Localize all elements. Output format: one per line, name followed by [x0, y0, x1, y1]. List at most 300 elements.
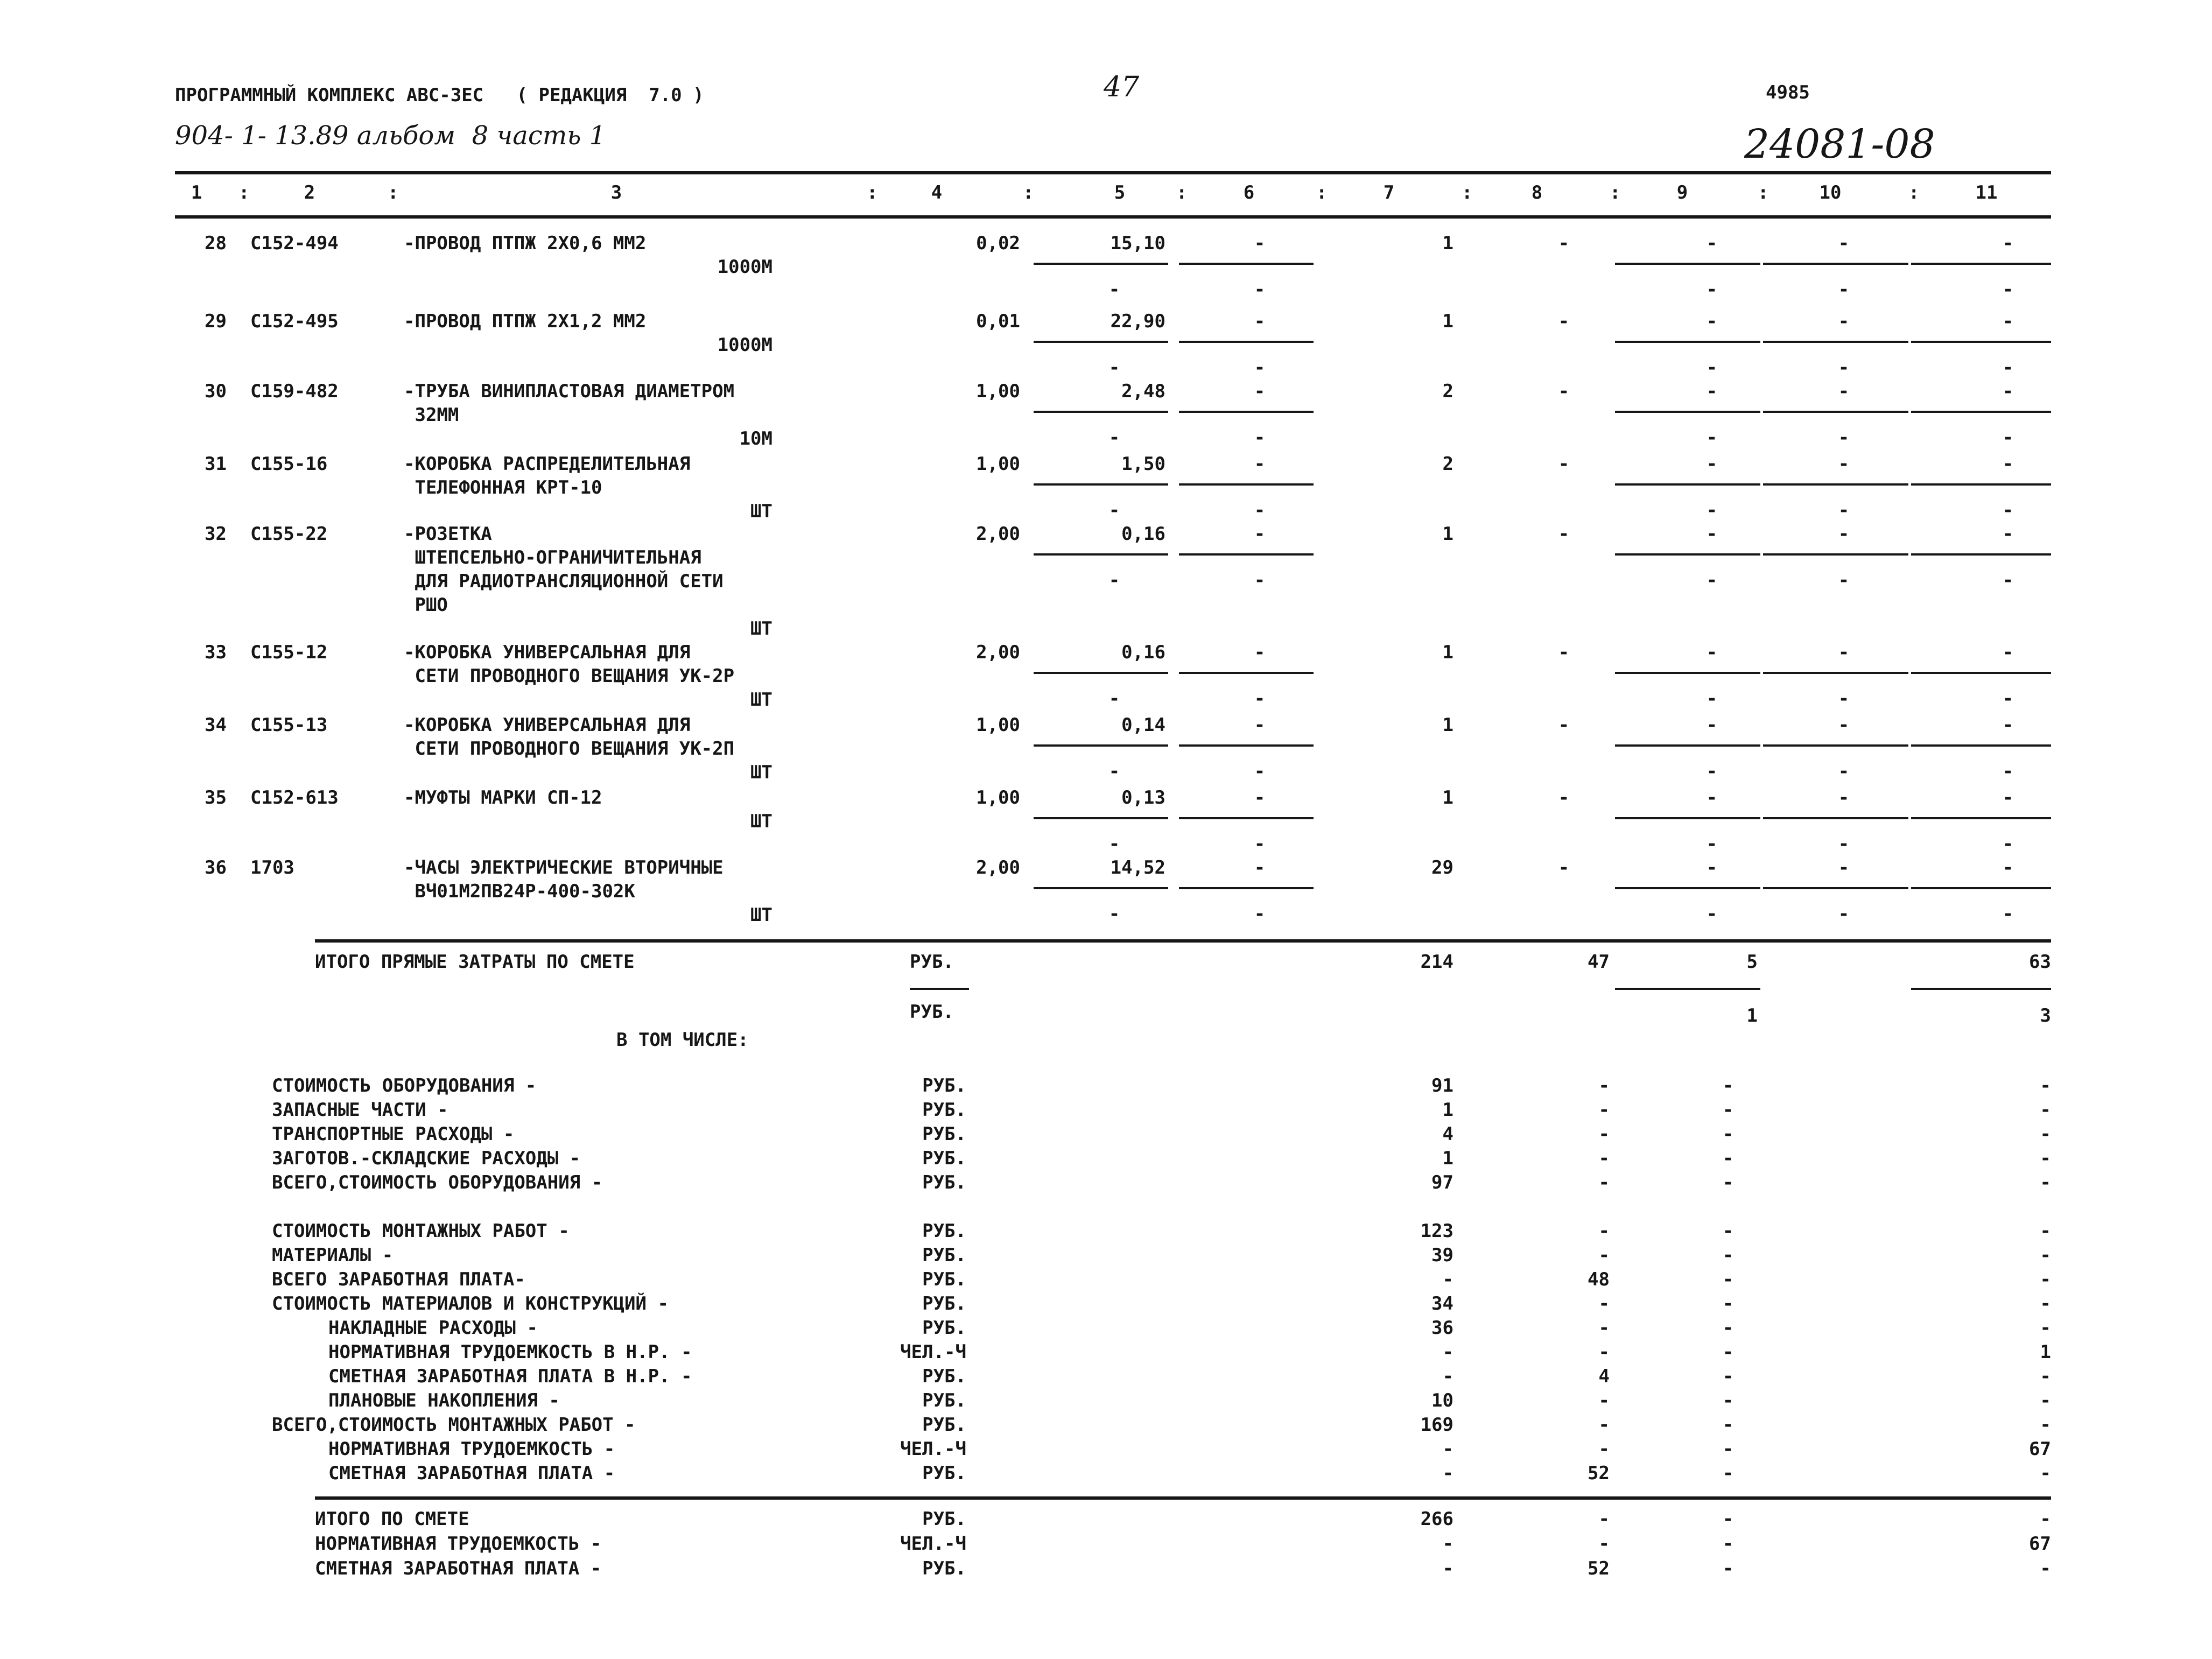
summary-col7: 169 — [1420, 1414, 1453, 1436]
col10-dash-lower: - — [1838, 427, 1850, 448]
row-col9: - — [1706, 311, 1718, 332]
summary-unit: РУБ. — [922, 1366, 966, 1387]
col11-underline — [1911, 887, 2051, 889]
row-col9: - — [1706, 233, 1718, 254]
summary-col11: - — [2040, 1269, 2051, 1290]
col6-dash-lower: - — [1254, 570, 1266, 591]
summary-col8: - — [1598, 1390, 1610, 1411]
row-col9: - — [1706, 381, 1718, 402]
col6-dash: - — [1254, 381, 1266, 402]
total-direct-col9-second: 1 — [1746, 1005, 1758, 1027]
row-col9: - — [1706, 453, 1718, 475]
summary-label: НАКЛАДНЫЕ РАСХОДЫ - — [328, 1317, 538, 1339]
summary-col8: - — [1598, 1123, 1610, 1145]
row-col11: - — [2002, 787, 2014, 809]
col11-underline — [1911, 744, 2051, 747]
row-unit-price: 2,48 — [1121, 381, 1165, 402]
row-number: 33 — [205, 642, 227, 663]
summary-label: МАТЕРИАЛЫ - — [272, 1245, 394, 1266]
row-description: ТЕЛЕФОННАЯ КРТ-10 — [404, 477, 602, 498]
column-header-9: 9 — [1676, 182, 1688, 203]
column-separator: : — [1610, 182, 1621, 203]
summary-col8: - — [1598, 1341, 1610, 1363]
col10-dash-lower: - — [1838, 357, 1850, 378]
col11-underline — [1911, 341, 2051, 343]
col11-dash-lower: - — [2002, 279, 2014, 300]
summary-unit: ЧЕЛ.-Ч — [900, 1438, 966, 1460]
row-unit: ШТ — [750, 501, 773, 522]
col9-dash-lower: - — [1706, 500, 1718, 521]
row-number: 28 — [205, 233, 227, 254]
column-header-7: 7 — [1383, 182, 1395, 203]
col6-dash: - — [1254, 453, 1266, 475]
col6-dash: - — [1254, 311, 1266, 332]
row-description: -КОРОБКА УНИВЕРСАЛЬНАЯ ДЛЯ — [404, 714, 691, 736]
row-col11: - — [2002, 857, 2014, 878]
summary-label: НОРМАТИВНАЯ ТРУДОЕМКОСТЬ - — [328, 1438, 615, 1460]
row-col11: - — [2002, 523, 2014, 545]
summary-col8: 48 — [1588, 1269, 1610, 1290]
summary-col8: - — [1598, 1220, 1610, 1242]
row-col9: - — [1706, 787, 1718, 809]
col6-dash: - — [1254, 714, 1266, 736]
row-col8: - — [1558, 714, 1570, 736]
row-code: 1703 — [250, 857, 294, 878]
col6-underline — [1179, 553, 1314, 556]
summary-unit: РУБ. — [922, 1075, 966, 1096]
final-col9: - — [1722, 1533, 1734, 1555]
price-underline — [1034, 341, 1168, 343]
col11-underline — [1911, 411, 2051, 413]
row-quantity: 0,01 — [976, 311, 1020, 332]
row-col8: - — [1558, 857, 1570, 878]
summary-col9: - — [1722, 1438, 1734, 1460]
row-number: 36 — [205, 857, 227, 878]
col11-underline — [1911, 553, 2051, 556]
total-direct-col8: 47 — [1588, 951, 1610, 973]
summary-col9: - — [1722, 1463, 1734, 1484]
col11-underline — [1911, 263, 2051, 265]
row-col7: 1 — [1442, 642, 1453, 663]
column-separator: : — [1908, 182, 1920, 203]
summary-label: СТОИМОСТЬ МАТЕРИАЛОВ И КОНСТРУКЦИЙ - — [272, 1293, 669, 1314]
final-col11: - — [2040, 1558, 2051, 1579]
summary-col11: - — [2040, 1414, 2051, 1436]
col6-dash-lower: - — [1254, 279, 1266, 300]
row-col9: - — [1706, 714, 1718, 736]
row-description: -ПРОВОД ПТПЖ 2Х0,6 ММ2 — [404, 233, 647, 254]
row-description: ДЛЯ РАДИОТРАНСЛЯЦИОННОЙ СЕТИ — [404, 571, 724, 592]
col11-dash-lower: - — [2002, 833, 2014, 855]
totals-top-rule — [315, 939, 2051, 943]
col10-dash-lower: - — [1838, 688, 1850, 709]
summary-label: ВСЕГО,СТОИМОСТЬ МОНТАЖНЫХ РАБОТ - — [272, 1414, 636, 1436]
price-underline — [1034, 263, 1168, 265]
final-label: ИТОГО ПО СМЕТЕ — [315, 1508, 469, 1530]
col11-dash-lower: - — [2002, 427, 2014, 448]
col9-underline — [1615, 483, 1760, 486]
column-header-1: 1 — [191, 182, 202, 203]
row-col10: - — [1838, 714, 1850, 736]
price-underline — [1034, 744, 1168, 747]
row-col7: 1 — [1442, 233, 1453, 254]
summary-unit: ЧЕЛ.-Ч — [900, 1341, 966, 1363]
col9-underline — [1615, 672, 1760, 674]
summary-col9: - — [1722, 1075, 1734, 1096]
row-quantity: 2,00 — [976, 523, 1020, 545]
row-unit-price: 22,90 — [1110, 311, 1165, 332]
col11-underline — [1911, 817, 2051, 819]
summary-col9: - — [1722, 1245, 1734, 1266]
row-code: С155-16 — [250, 453, 328, 475]
col5-dash: - — [1108, 761, 1120, 782]
total-direct-col9: 5 — [1746, 951, 1758, 973]
row-col11: - — [2002, 453, 2014, 475]
column-header-11: 11 — [1975, 182, 1998, 203]
summary-col8: - — [1598, 1099, 1610, 1121]
col11-dash-lower: - — [2002, 688, 2014, 709]
row-unit: ШТ — [750, 811, 773, 832]
col9-underline — [1615, 263, 1760, 265]
col5-dash: - — [1108, 279, 1120, 300]
row-description: РШО — [404, 594, 448, 616]
row-col10: - — [1838, 787, 1850, 809]
summary-col7: 91 — [1431, 1075, 1453, 1096]
col10-underline — [1763, 887, 1908, 889]
row-col11: - — [2002, 642, 2014, 663]
row-col7: 1 — [1442, 311, 1453, 332]
col9-dash-lower: - — [1706, 903, 1718, 925]
summary-col9: - — [1722, 1220, 1734, 1242]
col6-dash: - — [1254, 787, 1266, 809]
col6-underline — [1179, 483, 1314, 486]
column-header-10: 10 — [1819, 182, 1842, 203]
col9-underline — [1615, 817, 1760, 819]
row-col10: - — [1838, 311, 1850, 332]
row-col8: - — [1558, 642, 1570, 663]
col5-dash: - — [1108, 570, 1120, 591]
col6-dash-lower: - — [1254, 761, 1266, 782]
summary-col9: - — [1722, 1341, 1734, 1363]
row-col10: - — [1838, 857, 1850, 878]
summary-col11: - — [2040, 1123, 2051, 1145]
row-code: С155-12 — [250, 642, 328, 663]
header-top-rule — [175, 171, 2051, 174]
summary-col8: 52 — [1588, 1463, 1610, 1484]
col5-dash: - — [1108, 427, 1120, 448]
unit-underline — [910, 988, 969, 990]
total-direct-col11-second: 3 — [2040, 1005, 2051, 1027]
summary-label: ВСЕГО ЗАРАБОТНАЯ ПЛАТА- — [272, 1269, 525, 1290]
col9-dash-lower: - — [1706, 357, 1718, 378]
col6-underline — [1179, 817, 1314, 819]
col6-dash-lower: - — [1254, 688, 1266, 709]
row-quantity: 1,00 — [976, 714, 1020, 736]
column-header-3: 3 — [610, 182, 622, 203]
summary-col8: - — [1598, 1438, 1610, 1460]
summary-col11: - — [2040, 1245, 2051, 1266]
col11-underline — [1911, 672, 2051, 674]
col6-dash-lower: - — [1254, 833, 1266, 855]
row-col9: - — [1706, 523, 1718, 545]
summary-col7: 34 — [1431, 1293, 1453, 1314]
row-quantity: 1,00 — [976, 787, 1020, 809]
column-separator: : — [1316, 182, 1328, 203]
summary-unit: РУБ. — [922, 1148, 966, 1169]
summary-label: ЗАПАСНЫЕ ЧАСТИ - — [272, 1099, 448, 1121]
col6-underline — [1179, 341, 1314, 343]
summary-unit: РУБ. — [922, 1245, 966, 1266]
col9-dash-lower: - — [1706, 279, 1718, 300]
col11-underline — [1911, 483, 2051, 486]
row-unit-price: 1,50 — [1121, 453, 1165, 475]
summary-col9: - — [1722, 1390, 1734, 1411]
column-separator: : — [1758, 182, 1769, 203]
row-code: С155-13 — [250, 714, 328, 736]
col9-underline — [1615, 341, 1760, 343]
col5-dash: - — [1108, 833, 1120, 855]
summary-col9: - — [1722, 1172, 1734, 1193]
summary-col7: 4 — [1442, 1123, 1453, 1145]
price-underline — [1034, 553, 1168, 556]
summary-col9: - — [1722, 1123, 1734, 1145]
price-underline — [1034, 672, 1168, 674]
row-col10: - — [1838, 642, 1850, 663]
column-header-6: 6 — [1243, 182, 1255, 203]
summary-label: ЗАГОТОВ.-СКЛАДСКИЕ РАСХОДЫ - — [272, 1148, 581, 1169]
column-separator: : — [1023, 182, 1034, 203]
total-direct-unit: РУБ. — [910, 951, 954, 973]
row-code: С152-495 — [250, 311, 339, 332]
summary-label: СТОИМОСТЬ ОБОРУДОВАНИЯ - — [272, 1075, 537, 1096]
col6-dash-lower: - — [1254, 500, 1266, 521]
price-underline — [1034, 817, 1168, 819]
summary-label: ПЛАНОВЫЕ НАКОПЛЕНИЯ - — [328, 1390, 560, 1411]
column-header-8: 8 — [1531, 182, 1543, 203]
row-col7: 2 — [1442, 453, 1453, 475]
summary-col8: - — [1598, 1414, 1610, 1436]
summary-unit: РУБ. — [922, 1099, 966, 1121]
price-underline — [1034, 887, 1168, 889]
summary-unit: РУБ. — [922, 1414, 966, 1436]
final-top-rule — [315, 1496, 2051, 1500]
col6-dash-lower: - — [1254, 903, 1266, 925]
summary-label: ВСЕГО,СТОИМОСТЬ ОБОРУДОВАНИЯ - — [272, 1172, 603, 1193]
summary-col9: - — [1722, 1148, 1734, 1169]
row-unit: ШТ — [750, 762, 773, 783]
summary-col7: - — [1442, 1463, 1453, 1484]
row-col10: - — [1838, 523, 1850, 545]
summary-label: СТОИМОСТЬ МОНТАЖНЫХ РАБОТ - — [272, 1220, 570, 1242]
col10-dash-lower: - — [1838, 761, 1850, 782]
summary-col11: - — [2040, 1317, 2051, 1339]
row-col11: - — [2002, 311, 2014, 332]
column-separator: : — [1176, 182, 1188, 203]
final-col8: - — [1598, 1533, 1610, 1555]
col9-dash-lower: - — [1706, 570, 1718, 591]
col6-dash-lower: - — [1254, 357, 1266, 378]
col9-underline — [1615, 744, 1760, 747]
col6-dash: - — [1254, 523, 1266, 545]
col9-dash-lower: - — [1706, 833, 1718, 855]
summary-col7: 123 — [1420, 1220, 1453, 1242]
summary-col7: - — [1442, 1438, 1453, 1460]
column-header-2: 2 — [304, 182, 315, 203]
program-title: ПРОГРАММНЫЙ КОМПЛЕКС АВС-3ЕС ( РЕДАКЦИЯ 7.0 ) — [175, 85, 704, 106]
col11-dash-lower: - — [2002, 761, 2014, 782]
col9-dash-lower: - — [1706, 688, 1718, 709]
row-col8: - — [1558, 453, 1570, 475]
col10-underline — [1763, 553, 1908, 556]
row-description: ВЧ01М2ПВ24Р-400-302К — [404, 881, 635, 902]
row-col8: - — [1558, 381, 1570, 402]
col9-total-underline — [1615, 988, 1760, 990]
col9-dash-lower: - — [1706, 761, 1718, 782]
summary-col9: - — [1722, 1317, 1734, 1339]
row-description: -ТРУБА ВИНИПЛАСТОВАЯ ДИАМЕТРОМ — [404, 381, 735, 402]
total-direct-col11: 63 — [2029, 951, 2051, 973]
row-description: -КОРОБКА УНИВЕРСАЛЬНАЯ ДЛЯ — [404, 642, 691, 663]
total-direct-label: ИТОГО ПРЯМЫЕ ЗАТРАТЫ ПО СМЕТЕ — [315, 951, 635, 973]
col10-dash-lower: - — [1838, 500, 1850, 521]
final-unit: РУБ. — [922, 1508, 966, 1530]
col10-underline — [1763, 483, 1908, 486]
column-separator: : — [238, 182, 250, 203]
row-number: 35 — [205, 787, 227, 809]
row-col7: 1 — [1442, 787, 1453, 809]
summary-col7: 10 — [1431, 1390, 1453, 1411]
row-unit: 1000М — [717, 256, 773, 278]
col5-dash: - — [1108, 357, 1120, 378]
row-col8: - — [1558, 311, 1570, 332]
row-quantity: 0,02 — [976, 233, 1020, 254]
summary-col7: 97 — [1431, 1172, 1453, 1193]
row-unit-price: 0,14 — [1121, 714, 1165, 736]
row-description: СЕТИ ПРОВОДНОГО ВЕЩАНИЯ УК-2Р — [404, 665, 735, 687]
col11-dash-lower: - — [2002, 357, 2014, 378]
including-heading: В ТОМ ЧИСЛЕ: — [616, 1029, 749, 1051]
summary-col11: - — [2040, 1220, 2051, 1242]
col10-underline — [1763, 263, 1908, 265]
price-underline — [1034, 483, 1168, 486]
summary-label: СМЕТНАЯ ЗАРАБОТНАЯ ПЛАТА - — [328, 1463, 615, 1484]
summary-col11: - — [2040, 1390, 2051, 1411]
col10-underline — [1763, 817, 1908, 819]
row-unit: ШТ — [750, 689, 773, 711]
summary-col8: - — [1598, 1075, 1610, 1096]
summary-unit: РУБ. — [922, 1172, 966, 1193]
col6-underline — [1179, 887, 1314, 889]
final-col7: 266 — [1420, 1508, 1453, 1530]
summary-col9: - — [1722, 1099, 1734, 1121]
row-description: -РОЗЕТКА — [404, 523, 492, 545]
column-separator: : — [867, 182, 878, 203]
col5-dash: - — [1108, 500, 1120, 521]
row-code: С152-613 — [250, 787, 339, 809]
row-unit: ШТ — [750, 904, 773, 926]
row-col9: - — [1706, 642, 1718, 663]
price-underline — [1034, 411, 1168, 413]
document-code: 4985 — [1766, 82, 1810, 103]
col10-underline — [1763, 341, 1908, 343]
col10-dash-lower: - — [1838, 833, 1850, 855]
summary-col9: - — [1722, 1366, 1734, 1387]
summary-col11: 1 — [2040, 1341, 2051, 1363]
handwritten-document-number: 24081-08 — [1744, 121, 1935, 167]
final-col7: - — [1442, 1533, 1453, 1555]
summary-col7: - — [1442, 1269, 1453, 1290]
row-col10: - — [1838, 381, 1850, 402]
row-col7: 29 — [1431, 857, 1453, 878]
summary-unit: РУБ. — [922, 1269, 966, 1290]
summary-col7: - — [1442, 1366, 1453, 1387]
col9-underline — [1615, 553, 1760, 556]
col10-dash-lower: - — [1838, 570, 1850, 591]
row-col11: - — [2002, 381, 2014, 402]
col9-underline — [1615, 411, 1760, 413]
final-unit: ЧЕЛ.-Ч — [900, 1533, 966, 1555]
row-number: 31 — [205, 453, 227, 475]
summary-label: СМЕТНАЯ ЗАРАБОТНАЯ ПЛАТА В Н.Р. - — [328, 1366, 692, 1387]
total-direct-col7: 214 — [1420, 951, 1453, 973]
summary-col7: 1 — [1442, 1148, 1453, 1169]
summary-col7: 39 — [1431, 1245, 1453, 1266]
row-quantity: 2,00 — [976, 642, 1020, 663]
col10-dash-lower: - — [1838, 903, 1850, 925]
col10-underline — [1763, 744, 1908, 747]
column-separator: : — [388, 182, 399, 203]
row-col11: - — [2002, 233, 2014, 254]
row-unit-price: 0,13 — [1121, 787, 1165, 809]
row-quantity: 1,00 — [976, 381, 1020, 402]
row-unit-price: 0,16 — [1121, 642, 1165, 663]
row-unit: 1000М — [717, 334, 773, 356]
final-label: СМЕТНАЯ ЗАРАБОТНАЯ ПЛАТА - — [315, 1558, 602, 1579]
summary-unit: РУБ. — [922, 1390, 966, 1411]
row-quantity: 1,00 — [976, 453, 1020, 475]
summary-col9: - — [1722, 1414, 1734, 1436]
summary-col7: - — [1442, 1341, 1453, 1363]
col6-underline — [1179, 672, 1314, 674]
row-col7: 1 — [1442, 523, 1453, 545]
final-col9: - — [1722, 1558, 1734, 1579]
col6-dash: - — [1254, 857, 1266, 878]
final-col7: - — [1442, 1558, 1453, 1579]
summary-col11: - — [2040, 1075, 2051, 1096]
handwritten-album-note: 904- 1- 13.89 альбом 8 часть 1 — [175, 121, 606, 151]
row-description: -МУФТЫ МАРКИ СП-12 — [404, 787, 602, 809]
row-col10: - — [1838, 453, 1850, 475]
row-number: 34 — [205, 714, 227, 736]
summary-col8: - — [1598, 1317, 1610, 1339]
row-col8: - — [1558, 787, 1570, 809]
final-col8: - — [1598, 1508, 1610, 1530]
row-unit: 10М — [739, 428, 773, 449]
column-header-4: 4 — [931, 182, 943, 203]
summary-col7: 1 — [1442, 1099, 1453, 1121]
page-number: 47 — [1104, 71, 1140, 103]
row-col9: - — [1706, 857, 1718, 878]
col11-dash-lower: - — [2002, 500, 2014, 521]
row-unit: ШТ — [750, 618, 773, 639]
final-label: НОРМАТИВНАЯ ТРУДОЕМКОСТЬ - — [315, 1533, 602, 1555]
col6-dash: - — [1254, 642, 1266, 663]
summary-col8: - — [1598, 1245, 1610, 1266]
col10-underline — [1763, 411, 1908, 413]
column-separator: : — [1462, 182, 1473, 203]
summary-col11: - — [2040, 1293, 2051, 1314]
row-description: 32ММ — [404, 404, 459, 426]
